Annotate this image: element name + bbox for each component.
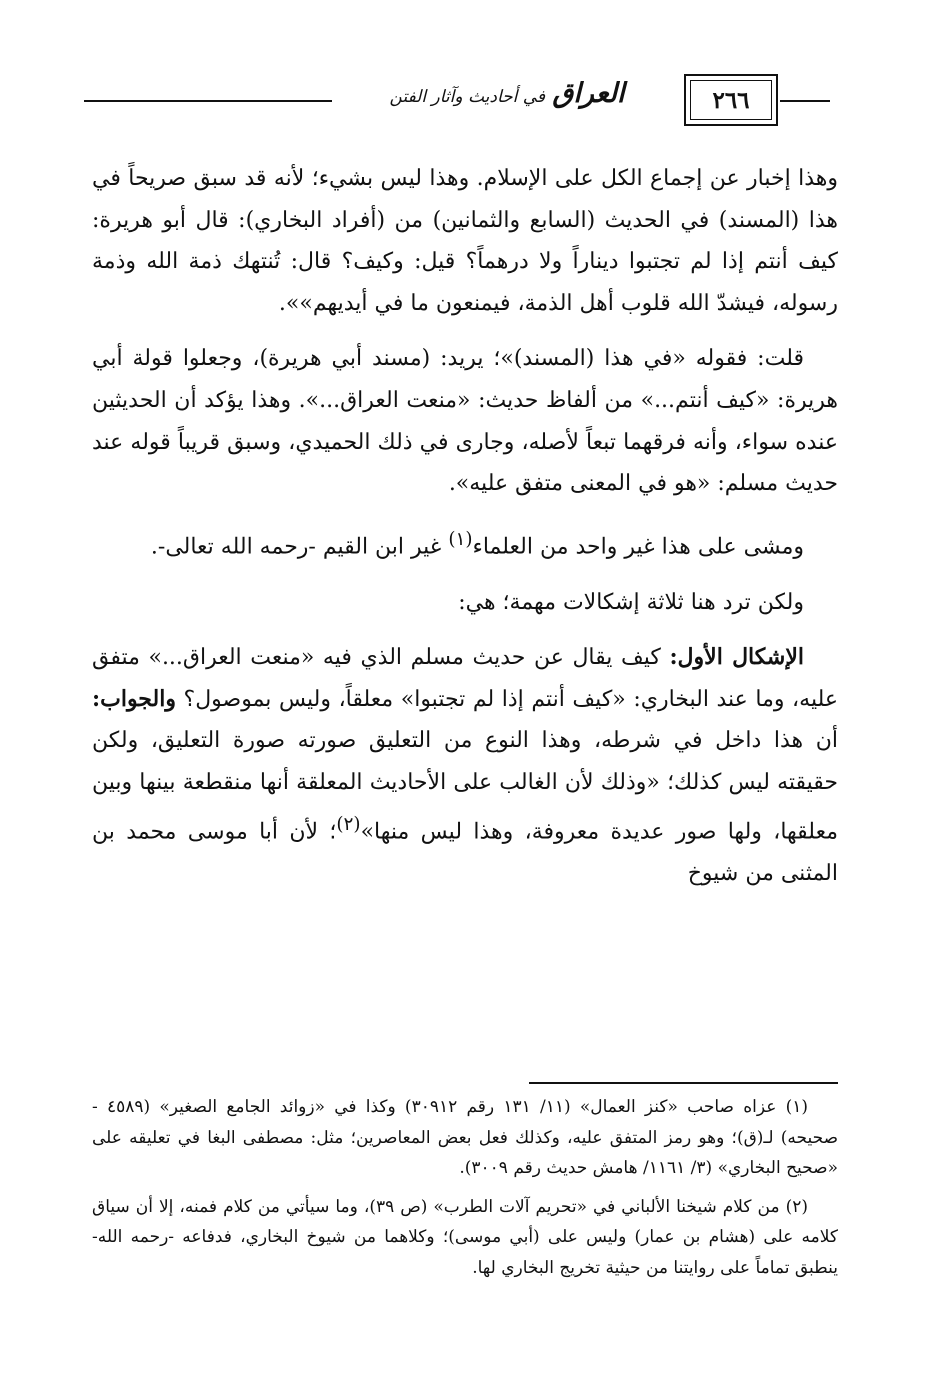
header-rule-right xyxy=(780,100,830,102)
header-rule-left xyxy=(84,100,332,102)
footnote-2: (٢) من كلام شيخنا الألباني في «تحريم آلات الطرب» (ص ٣٩)، وما سيأتي من كلام فمنه، إلا أن سياق كلامه على (هشام بن عمار) وليس على (أبي موسى)؛ وكلاهما من شيوخ البخاري، فدفاعه -رحمه الله- ينطبق تماماً على روايتنا من حيثية تخريج البخاري لها. xyxy=(92,1196,838,1278)
running-title-main: العراق xyxy=(552,78,625,109)
running-title-sub: في أحاديث وآثار الفتن xyxy=(389,87,546,107)
paragraph-5 xyxy=(92,637,838,894)
footnote-1: (١) عزاه صاحب «كنز العمال» (١١/ ١٣١ رقم ٣٠٩١٢) وكذا في «زوائد الجامع الصغير» (٤٥٨٩ - صحيحه) لـ(ق)؛ وهو رمز المتفق عليه، وكذلك فعل بعض المعاصرين؛ مثل: مصطفى البغا في تعليقه على «صحيح البخاري» (٣/ ١١٦١/ هامش حديث رقم ٣٠٠٩). xyxy=(92,1097,838,1178)
page-number: ٢٦٦ xyxy=(690,80,772,120)
footnote-separator xyxy=(529,1082,838,1084)
answer-label: والجواب: xyxy=(92,685,176,712)
paragraph-5-text-3: ؛ لأن أبا موسى محمد بن المثنى من شيوخ xyxy=(92,818,838,886)
first-issue-heading: الإشكال الأول: xyxy=(669,644,805,671)
paragraph-5-text-1: كيف يقال عن حديث مسلم الذي فيه «منعت العراق...» متفق عليه، وما عند البخاري: «كيف أنتم إذا لم تجتبوا» معلقاً، وليس بموصول؟ xyxy=(92,645,838,712)
footnote-ref-2[interactable]: (٢) xyxy=(336,813,361,835)
page-number-box xyxy=(684,74,778,126)
paragraph-1: وهذا إخبار عن إجماع الكل على الإسلام. وهذا ليس بشيء؛ لأنه قد سبق صريحاً في هذا (المسند) في الحديث (السابع والثمانين) من (أفراد البخاري): قال أبو هريرة: كيف أنتم إذا لم تجتبوا ديناراً ولا درهماً؟ قيل: وكيف؟ قال: تُنتهك ذمة الله وذمة رسوله، فيشدّ الله قلوب أهل الذمة، فيمنعون ما في أيديهم»». xyxy=(92,166,838,316)
paragraph-2: قلت: فقوله «في هذا (المسند)»؛ يريد: (مسند أبي هريرة)، وجعلوا قولة أبي هريرة: «كيف أنتم...» من ألفاظ حديث: «منعت العراق...». وهذا يؤكد أن الحديثين عنده سواء، وأنه فرقهما تبعاً لأصله، وجارى في ذلك الحميدي، وسبق قريباً قوله عند حديث مسلم: «هو في المعنى متفق عليه». xyxy=(92,346,838,497)
footnote-ref-1[interactable]: (١) xyxy=(448,528,473,550)
paragraph-3-text-after: غير ابن القيم -رحمه الله تعالى-. xyxy=(150,534,449,560)
paragraph-5-text-2: أن هذا داخل في شرطه، وهذا النوع من التعليق صورته صورة التعليق، ولكن حقيقته ليس كذلك؛ «وذلك لأن الغالب على الأحاديث المعلقة أنها منقطعة بينها وبين معلقها، ولها صور عديدة معروفة، وهذا ليس منها» xyxy=(92,728,838,844)
main-text xyxy=(92,158,838,908)
paragraph-3-text-before: ومشى على هذا غير واحد من العلماء xyxy=(472,534,804,560)
page-header xyxy=(84,52,830,142)
paragraph-3 xyxy=(92,519,838,568)
footnotes xyxy=(92,1092,838,1291)
paragraph-4: ولكن ترد هنا ثلاثة إشكالات مهمة؛ هي: xyxy=(458,589,804,615)
running-title xyxy=(342,74,672,117)
